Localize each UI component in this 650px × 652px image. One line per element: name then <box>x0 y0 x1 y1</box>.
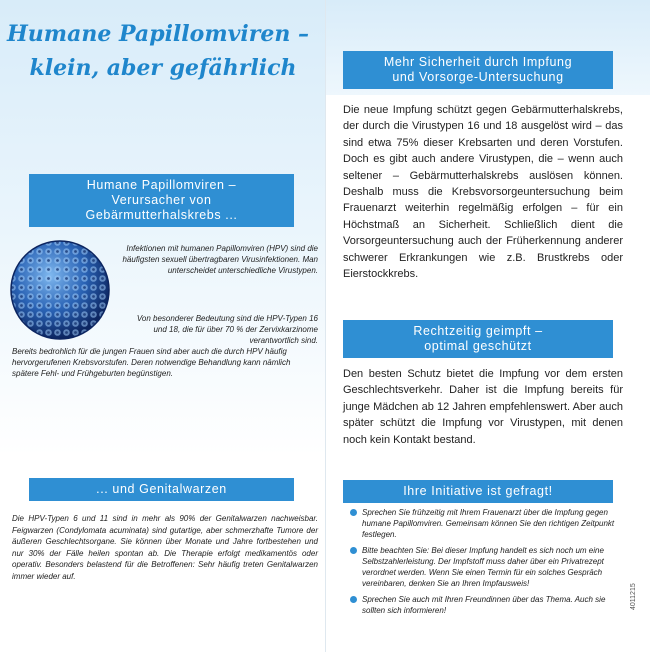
timely-vaccination-text: Den besten Schutz bietet die Impfung vor dem ersten Geschlechtsverkehr. Daher ist die Impfung bereits für junge Mädchen ab 12 Jahren empfehlenswert. Aber auch später schützt die Impfung vor Virustypen, mit denen noch kein Kontakt bestand. <box>343 368 623 446</box>
list-item <box>350 507 625 540</box>
banner-initiative: Ihre Initiative ist gefragt! <box>343 480 613 503</box>
bullet-dot-icon <box>350 509 357 516</box>
list-item <box>350 545 625 589</box>
list-item-text: Sprechen Sie frühzeitig mit Ihrem Frauenarzt über die Impfung gegen humane Papillomviren. Gemeinsam können Sie den richtigen Zeitpunkt festlegen. <box>362 508 615 539</box>
intro-hpv-16-18: Von besonderer Bedeutung sind die HPV-Typen 16 und 18, die für über 70 % der Zervixkarzinome verantwortlich sind. <box>136 314 318 345</box>
banner-hpv-cause <box>29 174 294 227</box>
banner-line: Verursacher von <box>111 193 212 207</box>
safety-text: Die neue Impfung schützt gegen Gebärmutterhalskrebs, der durch die Virustypen 16 und 18 ausgelöst wird – das sind etwa 75% dieser Krebsarten und deren Vorstufen. Doch es gibt auch andere Virustypen, die – wenn auch seltener – Gebärmutterhalskrebs auslösen können. Deshalb muss die Krebsvorsorgeuntersuchung beim Frauenarzt weiterhin regelmäßig erfolgen – für ein Höchstmaß an Sicherheit. Schließlich dient die Vorsorgeuntersuchung auch der Früherkennung anderer schwerer Erkrankungen wie z.B. Brustkrebs oder Eierstockkrebs. <box>343 104 623 281</box>
banner-line: Mehr Sicherheit durch Impfung <box>383 55 573 69</box>
intro-precursors: Bereits bedrohlich für die jungen Frauen sind aber auch die durch HPV häufig hervorgerufenen Krebsvorstufen. Deren notwendige Behandlung kann nämlich spätere Fehl- und Frühgeburten begünstigen. <box>12 347 291 378</box>
print-code: 4011215 <box>630 583 637 610</box>
banner-line: optimal geschützt <box>424 339 532 353</box>
intro-paragraph-2 <box>12 313 318 379</box>
genital-warts-text: Die HPV-Typen 6 und 11 sind in mehr als 90% der Genitalwarzen nachweisbar. Feigwarzen (Condylomata acuminata) sind gutartige, aber schmerzhafte Tumore der äußeren Geschlechtsorgane. Sie können über Monate und Jahre fortbestehen und nur 30% der Fälle heilen spontan ab. Die Therapie erfolgt medikamentös oder operativ. Besonders belastend für die Betroffenen: Sehr häufig treten Genitalwarzen immer wieder auf. <box>12 514 318 581</box>
bullet-dot-icon <box>350 547 357 554</box>
banner-line: Gebärmutterhalskrebs ... <box>85 208 238 222</box>
initiative-list <box>350 507 625 621</box>
banner-line: und Vorsorge-Untersuchung <box>392 70 564 84</box>
title-line-1: Humane Papillomviren – <box>7 21 309 47</box>
bullet-dot-icon <box>350 596 357 603</box>
banner-timely-vaccination <box>343 320 613 358</box>
page-fold <box>325 0 326 652</box>
banner-line: Rechtzeitig geimpft – <box>413 324 543 338</box>
list-item-text: Sprechen Sie auch mit Ihren Freundinnen über das Thema. Auch sie sollten sich informieren! <box>362 595 606 615</box>
page-title <box>8 20 318 82</box>
banner-genital-warts: ... und Genitalwarzen <box>29 478 294 501</box>
list-item-text: Bitte beachten Sie: Bei dieser Impfung handelt es sich noch um eine Selbstzahlerleistung. Der Impfstoff muss daher über ein Privatrezept verordnet werden. Wenn Sie einen Termin für ein solches Gespräch vereinbaren, denken Sie an Ihren Impfausweis! <box>362 546 604 588</box>
banner-safety <box>343 51 613 89</box>
intro-paragraph-1: Infektionen mit humanen Papillomviren (HPV) sind die häufigsten sexuell übertragbaren Virusinfektionen. Man unterscheidet unterschiedliche Virustypen. <box>122 244 318 275</box>
list-item <box>350 594 625 616</box>
title-line-2: klein, aber gefährlich <box>29 55 297 81</box>
banner-line: Humane Papillomviren – <box>86 178 237 192</box>
